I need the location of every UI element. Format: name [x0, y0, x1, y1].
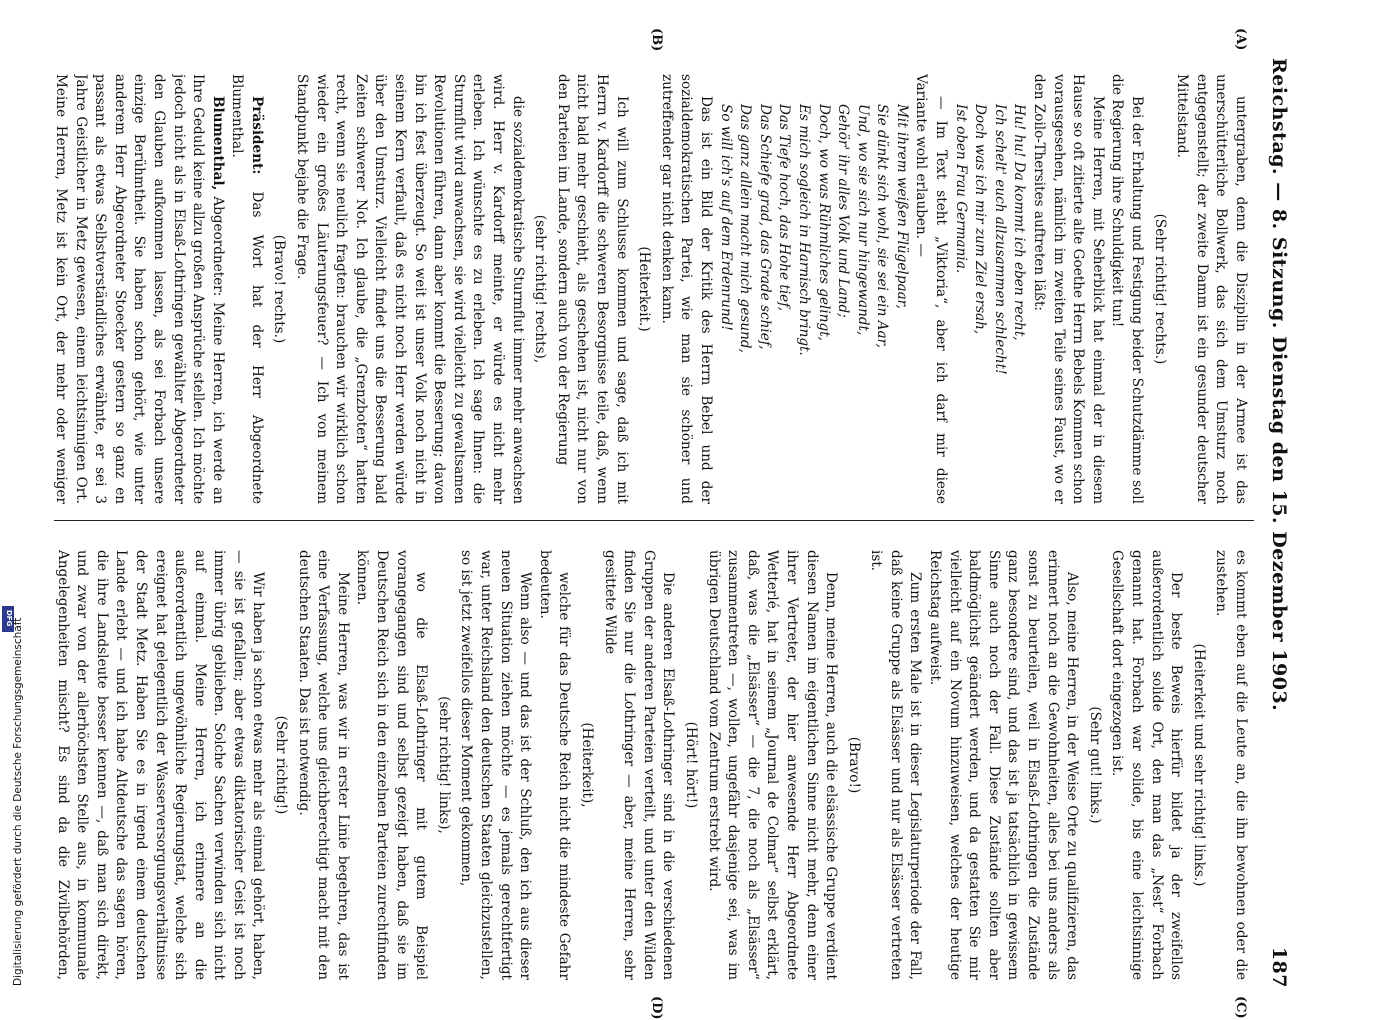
paragraph: Wir haben ja schon etwas mehr als einmal gehört, haben, — sie ist gefallen; aber etwas diktatorischer Geist ist noch immer übrig geblieben. Solche Sachen verwinden sich nicht auf einmal. Meine Herren, ich erinnere an die außerordentlich ungewöhnliche Regierungstat, welche sich ereignet hat gelegentlich der Wasserversorgungsverhältnisse der Stadt Metz. Haben Sie es in irgend einem deutschen Lande erlebt — und ich habe Altdeutsche das sagen hören, die ihre Landsleute besser kennen —, daß man sich direkt, und zwar von der allerhöchsten Stelle aus, in kommunale Angelegenheiten mischt? Es sind da die Zivilbehörden,	[54, 550, 267, 980]
verse-line: Ist oben Frau Germania.	[952, 104, 969, 274]
page-number: 187	[1268, 946, 1290, 988]
paragraph: Das ist ein Bild der Kritik des Herrn Bebel und der sozialdemokratischen Partei, wie man sie schöner und zutreffender gar nicht denken kann.	[658, 74, 714, 504]
paragraph: Ich will zum Schlusse kommen und sage, daß ich mit Herrn v. Kardorff die schweren Besorgnisse teile, daß, wenn nicht bald mehr geschieht, als geschehen ist, nicht nur von den Parteien im Lande, sondern auch von der Regierung	[554, 74, 630, 504]
footer-credit: Digitalisierung gefördert durch die Deutsche Forschungsgemeinschaft	[12, 617, 24, 986]
verse-block-1	[950, 74, 1028, 504]
verse-line: Und, wo sie sich nur hingewandt,	[854, 104, 871, 336]
paragraph: wo die Elsaß-Lothringer mit gutem Beispiel vorangegangen sind und selbst gezeigt haben, daß sie im Deutschen Reich sich in den einzelnen Parteien zurechtfinden können.	[354, 550, 430, 980]
verse-line: Gehör' ihr alles Volk und Land;	[835, 104, 852, 318]
verse-line: Hu! hu! Da kommt ich eben recht,	[1011, 104, 1028, 341]
margin-label-b: (B)	[649, 28, 664, 52]
margin-label-a: (A)	[1233, 28, 1248, 51]
column-divider	[54, 520, 1254, 521]
right-column	[50, 550, 1250, 980]
paragraph: es kommt eben auf die Leute an, die ihn bewohnen oder die zustehen.	[1213, 550, 1249, 980]
paragraph-president	[227, 74, 266, 504]
interjection: (Bravo!)	[845, 736, 862, 794]
verse-line: Das ganz allein macht mich gesund,	[737, 104, 754, 353]
paragraph: Meine Herren, mit Seherblick hat einmal der in diesem Hause so oft zitierte alte Goethe Herrn Bebels Kommen schon vorausgesehen, nämlich im zweiten Teile seines Faust, wo er den Zoilo-Thersites auftreten läßt:	[1031, 74, 1106, 504]
verse-line: Mit ihrem weißen Flügelpaar,	[893, 104, 910, 310]
verse-line: Doch, wo was Rühmliches gelingt,	[815, 104, 832, 341]
paragraph: die sozialdemokratische Sturmflut immer mehr anwachsen wird. Herr v. Kardorff meinte, er würde es nicht mehr erleben. Ich wünschte es zu erleben. Ich sage Ihnen: die Sturmflut wird anwachsen, sie wird vielleicht zu gewaltsamen Revolutionen führen, dann aber kommt die Besserung; davon bin ich fest überzeugt. So weit ist unser Volk noch nicht in seinem Kern verfault, daß es nicht noch Herr werden würde über den Umsturz. Vielleicht findet uns die Besserung bald Zeiten schwerer Not. Ich glaube, die „Grenzboten“ hatten recht, wenn sie neulich fragten: brauchen wir wirklich schon wieder ein großes Läuterungsfeuer? — Ich von meinem Standpunkt bejahe die Frage.	[294, 74, 526, 504]
interjection: (Heiterkeit und sehr richtig! links.)	[1190, 643, 1207, 887]
verse-line: Das Tiefe hoch, das Hohe tief,	[776, 104, 793, 312]
speech-text: Das Wort hat der Herr Abgeordnete Blumenthal.	[229, 74, 265, 504]
paragraph: — Im Text steht „Viktoria“, aber ich darf mir diese Variante wohl erlauben. —	[913, 74, 950, 504]
interjection: (Sehr gut! links.)	[1086, 706, 1103, 824]
rotated-page	[52, 28, 1292, 1020]
verse-line: Ich schelt' euch allzusammen schlecht!	[991, 104, 1008, 375]
paragraph-blumenthal	[50, 74, 227, 504]
paragraph: Bei der Erhaltung und Festigung beider Schutzdämme soll die Regierung ihre Schuldigkeit tun!	[1109, 74, 1146, 504]
margin-label-c: (C)	[1233, 996, 1248, 1019]
paragraph: untergraben, denn die Disziplin in der Armee ist das unerschütterliche Bollwerk, das sich dem Umsturz noch entgegenstellt; der zweite Damm ist ein gesunder deutscher Mittelstand.	[1174, 74, 1249, 504]
paragraph: Wenn also — und das ist der Schluß, den ich aus dieser neuen Situation ziehen möchte — es jemals gerechtfertigt war, unter Reichsland den deutschen Staaten gleichzustellen, so ist jetzt zweifellos dieser Moment gekommen,	[458, 550, 534, 980]
left-column	[50, 74, 1250, 504]
interjection: (sehr richtig! rechts),	[532, 214, 549, 364]
verse-line: So will ich's auf dem Erdenrund!	[717, 104, 734, 331]
interjection: (Heiterkeit),	[579, 722, 595, 808]
speech-text: Abgeordneter: Meine Herren, ich werde an Ihre Geduld keine allzu großen Ansprüche stellen. Ich möchte jedoch nicht als in Elsaß-Lothringen gewählter Abgeordneter den Glauben aufkommen lassen, als sei Forbach unsere einzige Berühmtheit. Sie haben schon gehört, wie unter anderem Herr Abgeordneter Stoecker gestern so ganz en passant als etwas Selbstverständliches erwähnte, er sei 3 Jahre Geistlicher in Metz gewesen, einem leichtsinnigen Ort. Meine Herren, Metz ist kein Ort, der mehr oder weniger	[52, 74, 226, 504]
verse-line: Sie dünkt sich wohl, sie sei ein Aar,	[874, 104, 891, 348]
verse-line: Doch was ich mir zum Ziel ersah,	[972, 104, 989, 335]
margin-label-d: (D)	[649, 996, 664, 1020]
paragraph: Der beste Beweis hierfür bildet ja der zweifellos außerordentlich solide Ort, den man das „Nest“ Forbach genannt hat. Forbach war solide, bis eine leichtsinnige Gesellschaft dort eingezogen ist.	[1109, 550, 1185, 980]
digitization-footer	[2, 606, 24, 996]
paragraph: Denn, meine Herren, auch die elsässische Gruppe verdient diesen Namen im eigentlichen Sinne nicht mehr, denn einer ihrer Vertreter, der hier anwesende Herr Abgeordnete Wetterlé, hat in seinem „Journal de Colmar“ selbst erklärt, daß, was die „Elsässer“ — die 7, die noch als „Elsässer“ zusammentreten —, wollen, ungefähr dasjenige sei, was im übrigen Deutschland vom Zentrum erstrebt wird.	[705, 550, 840, 980]
interjection: (Heiterkeit.)	[636, 246, 653, 332]
paragraph: Also, meine Herren, in der Weise Orte zu qualifizieren, das erinnert noch an die Gewohnheiten, alles bei uns anders als sonst zu beurteilen, weil in Elsaß-Lothringen die Zustände ganz besondere sind, und das ist ja tatsächlich in gewissem Sinne auch noch der Fall. Diese Zustände sollten aber baldmöglichst geändert werden, und da gestatten Sie mir vielleicht auf ein Novum hinzuweisen, welches der heutige Reichstag aufweist.	[927, 550, 1081, 980]
interjection: (Sehr richtig! rechts.)	[1151, 213, 1168, 365]
interjection: (Bravo! rechts.)	[271, 234, 288, 344]
verse-block-2	[715, 74, 911, 504]
dfg-logo: DFG	[2, 606, 14, 632]
running-head: Reichstag. — 8. Sitzung. Dienstag den 15. Dezember 1903.	[1268, 58, 1290, 712]
verse-line: Es mich sogleich in Harnisch bringt.	[795, 104, 812, 356]
speaker-name: Präsident:	[248, 96, 265, 175]
speaker-name: Blumenthal,	[209, 96, 226, 191]
interjection: (sehr richtig! links),	[435, 696, 452, 834]
paragraph: Die anderen Elsaß-Lothringer sind in die verschiedenen Gruppen der anderen Parteien verteilt, und unter den Wilden finden Sie nur die Lothringer — aber, meine Herren, sehr gesittete Wilde	[601, 550, 677, 980]
paragraph: welche für das Deutsche Reich nicht die mindeste Gefahr bedeuten.	[536, 550, 573, 980]
verse-line: Das Schiefe grad, das Grade schief,	[756, 104, 773, 350]
paragraph: Meine Herren, was wir in erster Linie begehren, das ist eine Verfassung, welche uns gleichberechtigt macht mit den deutschen Staaten. Das ist notwendig.	[295, 550, 351, 980]
page-header	[1262, 52, 1292, 992]
paragraph: Zum ersten Male ist in dieser Legislaturperiode der Fall, daß keine Gruppe als Elsässer und nur als Elsässer vertreten ist.	[868, 550, 924, 980]
interjection: (Hört! hört!)	[682, 721, 699, 809]
interjection: (Sehr richtig!)	[273, 715, 290, 815]
